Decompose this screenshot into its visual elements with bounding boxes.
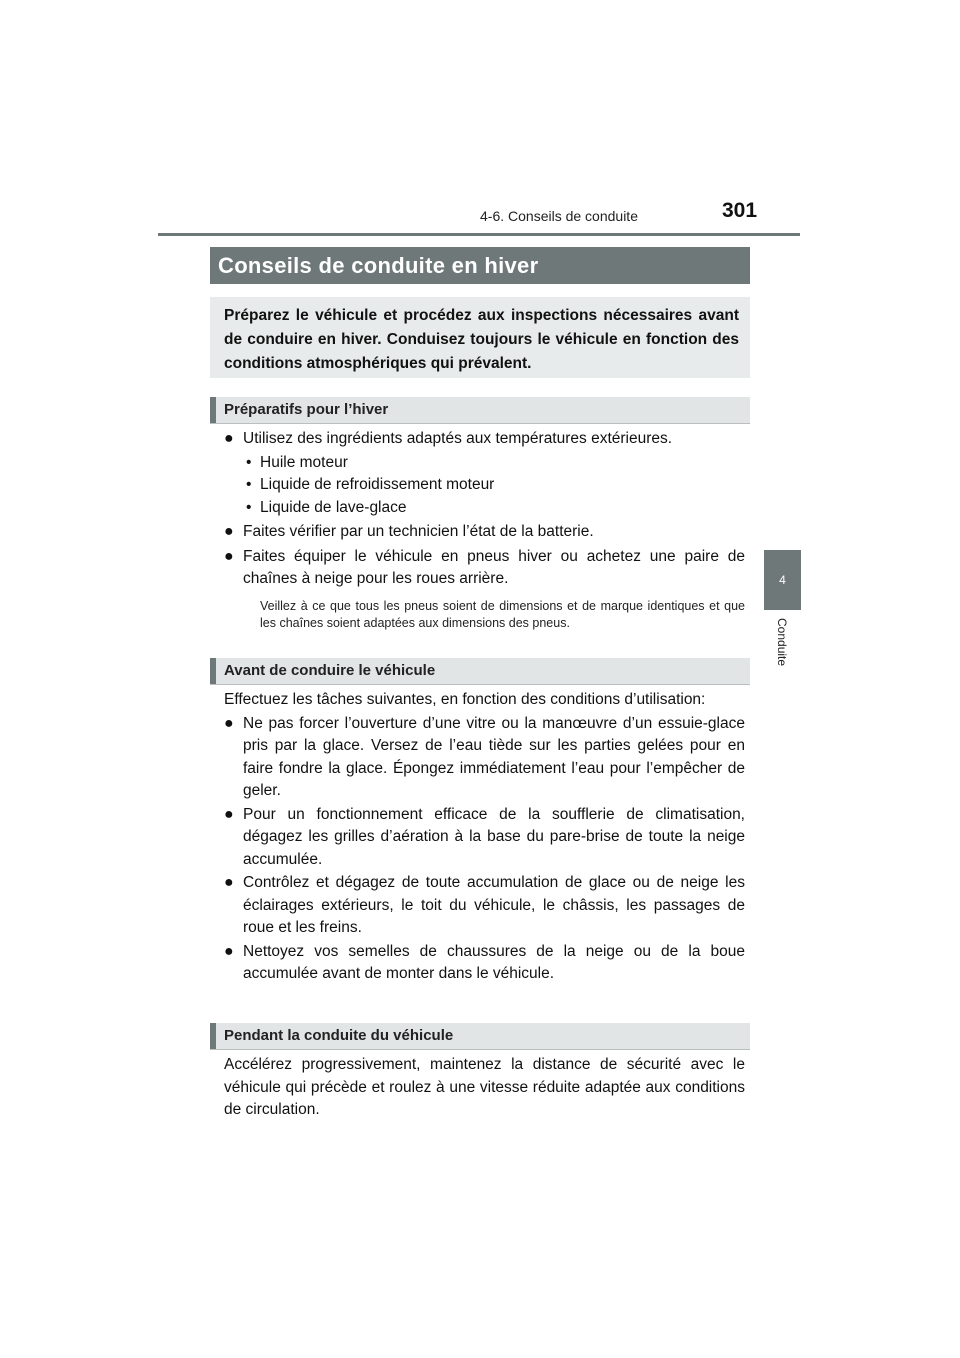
bullet-icon: ● — [224, 942, 234, 960]
chapter-label: Conduite — [775, 618, 789, 667]
list-item: ● Pour un fonctionnement efficace de la soufflerie de climatisation, dégagez les grilles d’aération à la base du pare-brise de toute la neige accumulée. — [224, 805, 745, 868]
bullet-icon: ● — [224, 874, 234, 891]
chapter-tab — [764, 550, 801, 610]
body-paragraph: Accélérez progressivement, maintenez la distance de sécurité avec le véhicule qui précède et roulez à une vitesse réduite adaptée aux conditions de circulation. — [224, 1056, 745, 1118]
note-text: Veillez à ce que tous les pneus soient de dimensions et de marque identiques et que les chaînes soient adaptées aux dimensions des pneus. — [260, 598, 745, 630]
bullet-icon: ● — [224, 547, 234, 565]
header-section-title: 4-6. Conseils de conduite — [480, 208, 638, 224]
sub-list-item: • Liquide de lave-glace — [246, 497, 745, 520]
section-preparatifs — [224, 428, 745, 632]
bullet-icon: ● — [224, 523, 234, 540]
list-item: ● Nettoyez vos semelles de chaussures de la neige ou de la boue accumulée avant de monter dans le véhicule. — [224, 942, 745, 982]
section-avant — [224, 689, 745, 987]
intro-box: Préparez le véhicule et procédez aux inspections nécessaires avant de conduire en hiver. Conduisez toujours le véhicule en fonction des conditions atmosphériques qui prévalent. — [210, 297, 750, 378]
header-rule — [158, 233, 800, 236]
page-number: 301 — [722, 199, 758, 222]
bullet-icon: ● — [224, 805, 234, 823]
list-item: ● Contrôlez et dégagez de toute accumulation de glace ou de neige les éclairages extérieurs, le toit du véhicule, le châssis, les passages de roue et les freins. — [224, 874, 745, 936]
list-item: ● Utilisez des ingrédients adaptés aux températures extérieures. — [224, 428, 745, 451]
bullet-icon: ● — [224, 430, 234, 447]
chapter-number: 4 — [779, 573, 786, 587]
sub-bullet-icon: • — [246, 498, 252, 516]
sub-bullet-icon: • — [246, 476, 252, 493]
list-item: ● Faites équiper le véhicule en pneus hiver ou achetez une paire de chaînes à neige pour les roues arrière. — [224, 547, 745, 587]
page-title: Conseils de conduite en hiver — [210, 247, 750, 284]
list-item: ● Ne pas forcer l’ouverture d’une vitre ou la manœuvre d’un essuie-glace pris par la glace. Versez de l’eau tiède sur les parties gelées pour en faire fondre la glace. Épongez immédiatement l’eau pour l’empêcher de geler. — [224, 714, 745, 799]
subheading-avant: Avant de conduire le véhicule — [210, 658, 750, 684]
sub-bullet-icon: • — [246, 453, 252, 471]
bullet-icon: ● — [224, 714, 234, 732]
sub-list-item: • Liquide de refroidissement moteur — [246, 474, 745, 497]
subheading-preparatifs: Préparatifs pour l’hiver — [210, 397, 750, 423]
section-pendant — [224, 1054, 745, 1122]
list-item: ● Faites vérifier par un technicien l’état de la batterie. — [224, 521, 745, 544]
lead-paragraph: Effectuez les tâches suivantes, en fonction des conditions d’utilisation: — [224, 691, 706, 708]
sub-list — [224, 452, 745, 520]
subheading-pendant: Pendant la conduite du véhicule — [210, 1023, 750, 1049]
sub-list-item: • Huile moteur — [246, 452, 745, 475]
